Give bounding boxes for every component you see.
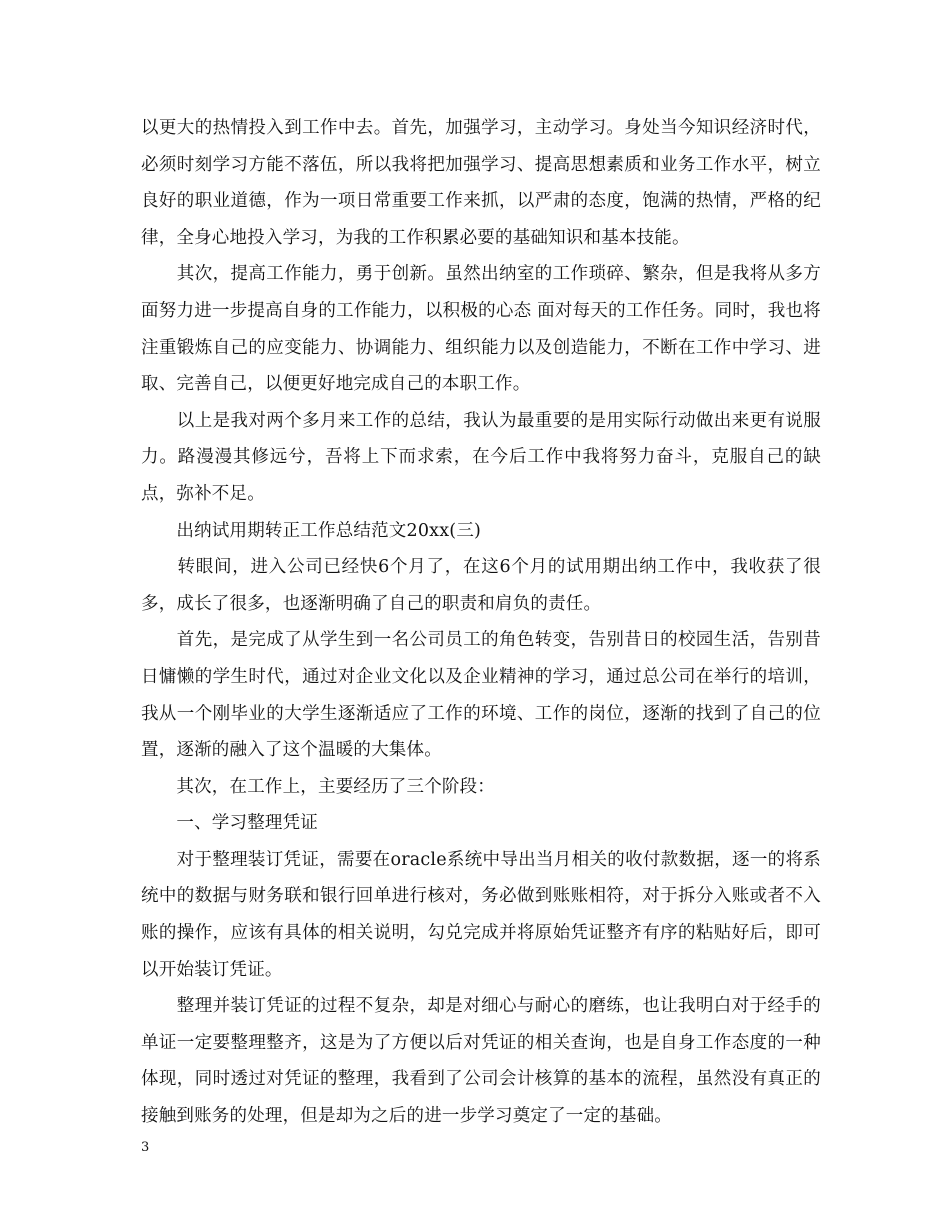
paragraph-2: 其次，提高工作能力，勇于创新。虽然出纳室的工作琐碎、繁杂，但是我将从多方面努力进一步提高自身的工作能力，以积极的心态 面对每天的工作任务。同时，我也将注重锻炼自己的应变能力、协调能力、组织能力以及创造能力，不断在工作中学习、进取、完善自己，以便更好地完成自己的本职工作。 bbox=[141, 264, 821, 395]
paragraph-7: 对于整理装订凭证，需要在oracle系统中导出当月相关的收付款数据，逐一的将系统中的数据与财务联和银行回单进行核对，务必做到账账相符，对于拆分入账或者不入账的操作，应该有具体的相关说明，勾兑完成并将原始凭证整齐有序的粘贴好后，即可以开始装订凭证。 bbox=[141, 849, 821, 980]
document-body bbox=[141, 110, 821, 1135]
paragraph-1: 以更大的热情投入到工作中去。首先，加强学习，主动学习。身处当今知识经济时代，必须时刻学习方能不落伍，所以我将把加强学习、提高思想素质和业务工作水平，树立良好的职业道德，作为一项日常重要工作来抓，以严肃的态度，饱满的热情，严格的纪律，全身心地投入学习，为我的工作积累必要的基础知识和基本技能。 bbox=[141, 118, 821, 248]
paragraph-3: 以上是我对两个多月来工作的总结，我认为最重要的是用实际行动做出来更有说服力。路漫漫其修远兮，吾将上下而求索，在今后工作中我将努力奋斗，克服自己的缺点，弥补不足。 bbox=[141, 410, 821, 504]
subsection-heading: 一、学习整理凭证 bbox=[141, 813, 318, 834]
paragraph-8: 整理并装订凭证的过程不复杂，却是对细心与耐心的磨练，也让我明白对于经手的单证一定要整理整齐，这是为了方便以后对凭证的相关查询，也是自身工作态度的一种体现，同时透过对凭证的整理，我看到了公司会计核算的基本的流程，虽然没有真正的接触到账务的处理，但是却为之后的进一步学习奠定了一定的基础。 bbox=[141, 996, 821, 1127]
paragraph-5: 首先，是完成了从学生到一名公司员工的角色转变，告别昔日的校园生活，告别昔日慵懒的学生时代，通过对企业文化以及企业精神的学习，通过总公司在举行的培训，我从一个刚毕业的大学生逐渐适应了工作的环境、工作的岗位，逐渐的找到了自己的位置，逐渐的融入了这个温暖的大集体。 bbox=[141, 630, 821, 761]
page-number: 3 bbox=[141, 1140, 150, 1155]
paragraph-6: 其次，在工作上，主要经历了三个阶段： bbox=[141, 776, 495, 797]
section-heading: 出纳试用期转正工作总结范文20xx(三) bbox=[141, 520, 482, 541]
paragraph-4: 转眼间，进入公司已经快6个月了，在这6个月的试用期出纳工作中，我收获了很多，成长了很多，也逐渐明确了自己的职责和肩负的责任。 bbox=[141, 557, 821, 614]
